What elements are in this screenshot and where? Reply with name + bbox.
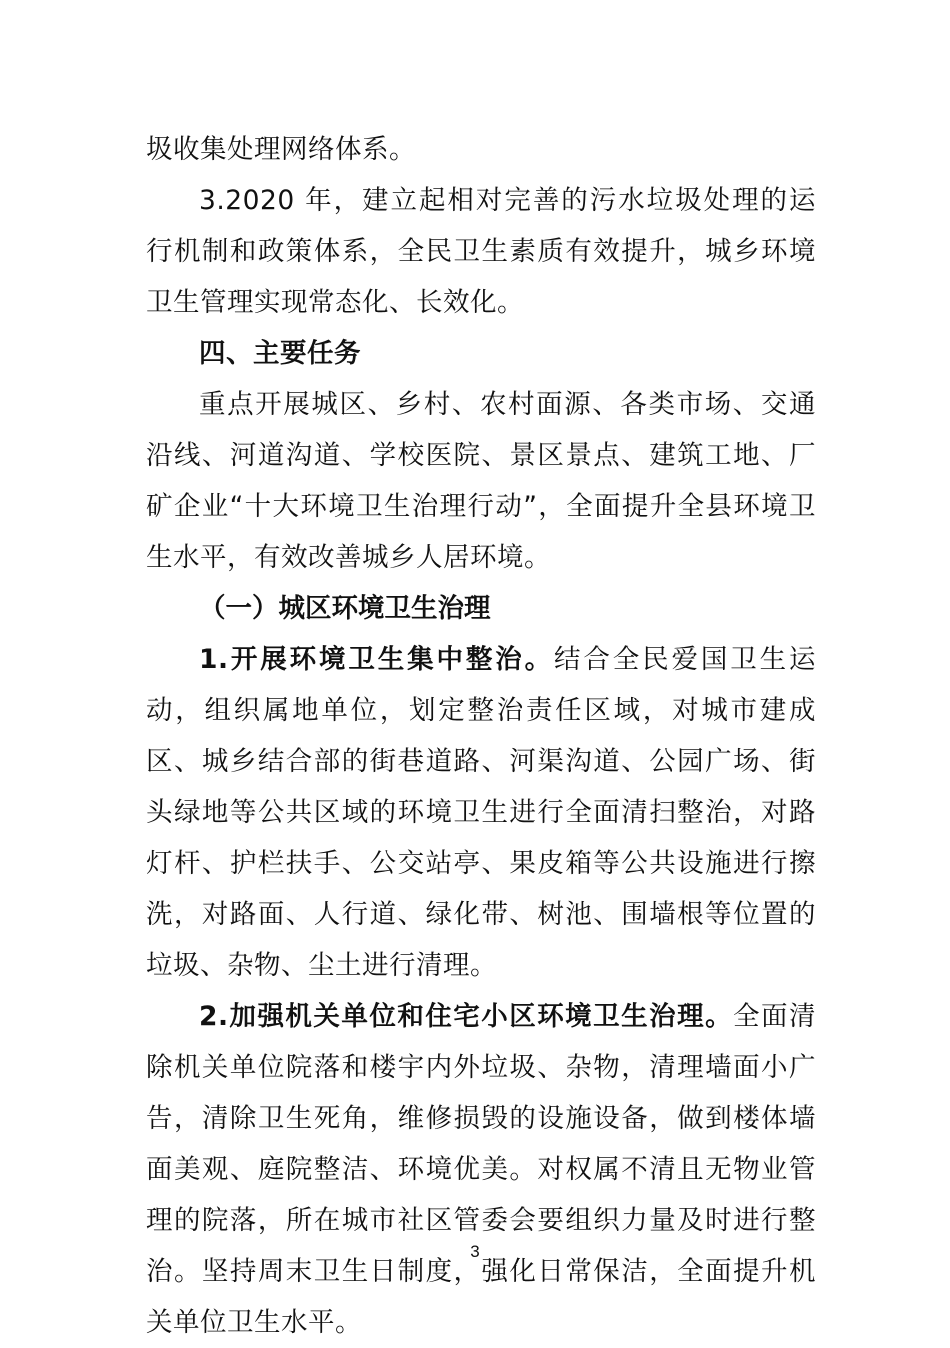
paragraph-continuation: 圾收集处理网络体系。 bbox=[146, 134, 416, 165]
paragraph-item-1 bbox=[146, 634, 816, 991]
paragraph-item-2 bbox=[146, 991, 816, 1348]
page-number: 3 bbox=[470, 1242, 480, 1261]
item-2-body: 全面清除机关单位院落和楼宇内外垃圾、杂物，清理墙面小广告，清除卫生死角，维修损毁的设施设备，做到楼体墙面美观、庭院整洁、环境优美。对权属不清且无物业管理的院落，所在城市社区管委会要组织力量及时进行整治。坚持周末卫生日制度，强化日常保洁，全面提升机关单位卫生水平。 bbox=[146, 1001, 816, 1338]
paragraph-goal-3: 3.2020 年，建立起相对完善的污水垃圾处理的运行机制和政策体系，全民卫生素质有效提升，城乡环境卫生管理实现常态化、长效化。 bbox=[146, 185, 816, 318]
paragraph-main-tasks-intro: 重点开展城区、乡村、农村面源、各类市场、交通沿线、河道沟道、学校医院、景区景点、建筑工地、厂矿企业“十大环境卫生治理行动”，全面提升全县环境卫生水平，有效改善城乡人居环境。 bbox=[146, 389, 816, 573]
document-body bbox=[146, 124, 816, 1348]
subsection-heading-urban: （一）城区环境卫生治理 bbox=[199, 593, 491, 624]
item-2-lead: 2.加强机关单位和住宅小区环境卫生治理。 bbox=[199, 1001, 734, 1032]
item-1-lead: 1.开展环境卫生集中整治。 bbox=[199, 644, 554, 675]
item-1-body: 结合全民爱国卫生运动，组织属地单位，划定整治责任区域，对城市建成区、城乡结合部的街巷道路、河渠沟道、公园广场、街头绿地等公共区域的环境卫生进行全面清扫整治，对路灯杆、护栏扶手、公交站亭、果皮箱等公共设施进行擦洗，对路面、人行道、绿化带、树池、围墙根等位置的垃圾、杂物、尘土进行清理。 bbox=[146, 644, 816, 981]
section-heading-main-tasks: 四、主要任务 bbox=[199, 338, 361, 369]
